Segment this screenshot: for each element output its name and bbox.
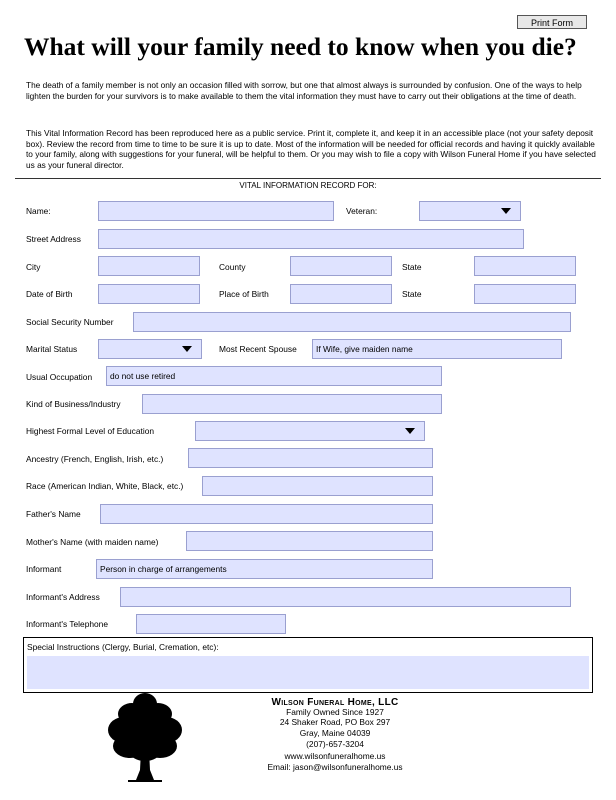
business-input[interactable] [142,394,442,414]
street-address-input[interactable] [98,229,524,249]
record-header: VITAL INFORMATION RECORD FOR: [239,181,377,190]
informant-address-label: Informant's Address [26,592,100,602]
company-email[interactable]: Email: jason@wilsonfuneralhome.us [267,762,403,772]
ancestry-label: Ancestry (French, English, Irish, etc.) [26,454,164,464]
name-input[interactable] [98,201,334,221]
ancestry-input[interactable] [188,448,433,468]
tree-logo-icon [100,690,190,786]
birth-state-label: State [402,289,422,299]
place-of-birth-label: Place of Birth [219,289,269,299]
spouse-label: Most Recent Spouse [219,344,297,354]
informant-phone-input[interactable] [136,614,286,634]
spouse-input[interactable]: If Wife, give maiden name [312,339,562,359]
business-label: Kind of Business/Industry [26,399,121,409]
father-name-input[interactable] [100,504,433,524]
header-divider [15,178,601,179]
city-input[interactable] [98,256,200,276]
state-label: State [402,262,422,272]
occupation-input[interactable]: do not use retired [106,366,442,386]
informant-address-input[interactable] [120,587,571,607]
street-address-label: Street Address [26,234,81,244]
company-city: Gray, Maine 04039 [299,728,371,738]
special-instructions-input[interactable] [27,656,589,689]
father-name-label: Father's Name [26,509,81,519]
occupation-label: Usual Occupation [26,372,93,382]
intro-paragraph-2: This Vital Information Record has been reproduced here as a public service. Print it, complete it, and keep it in an accessible place (not your safety deposit box). Review the record from time to time to be sure it is up to date. Most of the information will be needed for official records and having it quickly available to your family, along with suggestions for your funeral, will be helpful to them. Or you may wish to file a copy with Wilson Funeral Home if you have selected us as your funeral director. [26,128,596,170]
informant-phone-label: Informant's Telephone [26,619,108,629]
county-input[interactable] [290,256,392,276]
company-name: Wilson Funeral Home, LLC [271,697,399,708]
informant-input[interactable]: Person in charge of arrangements [96,559,433,579]
education-label: Highest Formal Level of Education [26,426,155,436]
mother-name-label: Mother's Name (with maiden name) [26,537,159,547]
company-address: 24 Shaker Road, PO Box 297 [279,717,391,727]
mother-name-input[interactable] [186,531,433,551]
special-instructions-label: Special Instructions (Clergy, Burial, Cremation, etc): [27,642,219,652]
state-input[interactable] [474,256,576,276]
veteran-select[interactable] [419,201,521,221]
marital-status-label: Marital Status [26,344,78,354]
ssn-label: Social Security Number [26,317,114,327]
ssn-input[interactable] [133,312,571,332]
education-select[interactable] [195,421,425,441]
company-phone: (207)-657-3204 [306,739,364,749]
company-website[interactable]: www.wilsonfuneralhome.us [284,751,386,761]
race-label: Race (American Indian, White, Black, etc.) [26,481,184,491]
city-label: City [26,262,41,272]
race-input[interactable] [202,476,433,496]
intro-paragraph-1: The death of a family member is not only an occasion filled with sorrow, but one that almost always is surrounded by confusion. One of the ways to help lighten the burden for your survivors is to make available to them the vital information they must have to carry out their obligations at the time of death. [26,80,582,101]
name-label: Name: [26,206,51,216]
informant-label: Informant [26,564,62,574]
marital-status-select[interactable] [98,339,202,359]
date-of-birth-label: Date of Birth [26,289,73,299]
company-since: Family Owned Since 1927 [286,707,384,717]
veteran-label: Veteran: [346,206,378,216]
print-form-button[interactable]: Print Form [517,15,587,29]
county-label: County [219,262,246,272]
date-of-birth-input[interactable] [98,284,200,304]
place-of-birth-input[interactable] [290,284,392,304]
page-title: What will your family need to know when you die? [24,32,577,61]
birth-state-input[interactable] [474,284,576,304]
